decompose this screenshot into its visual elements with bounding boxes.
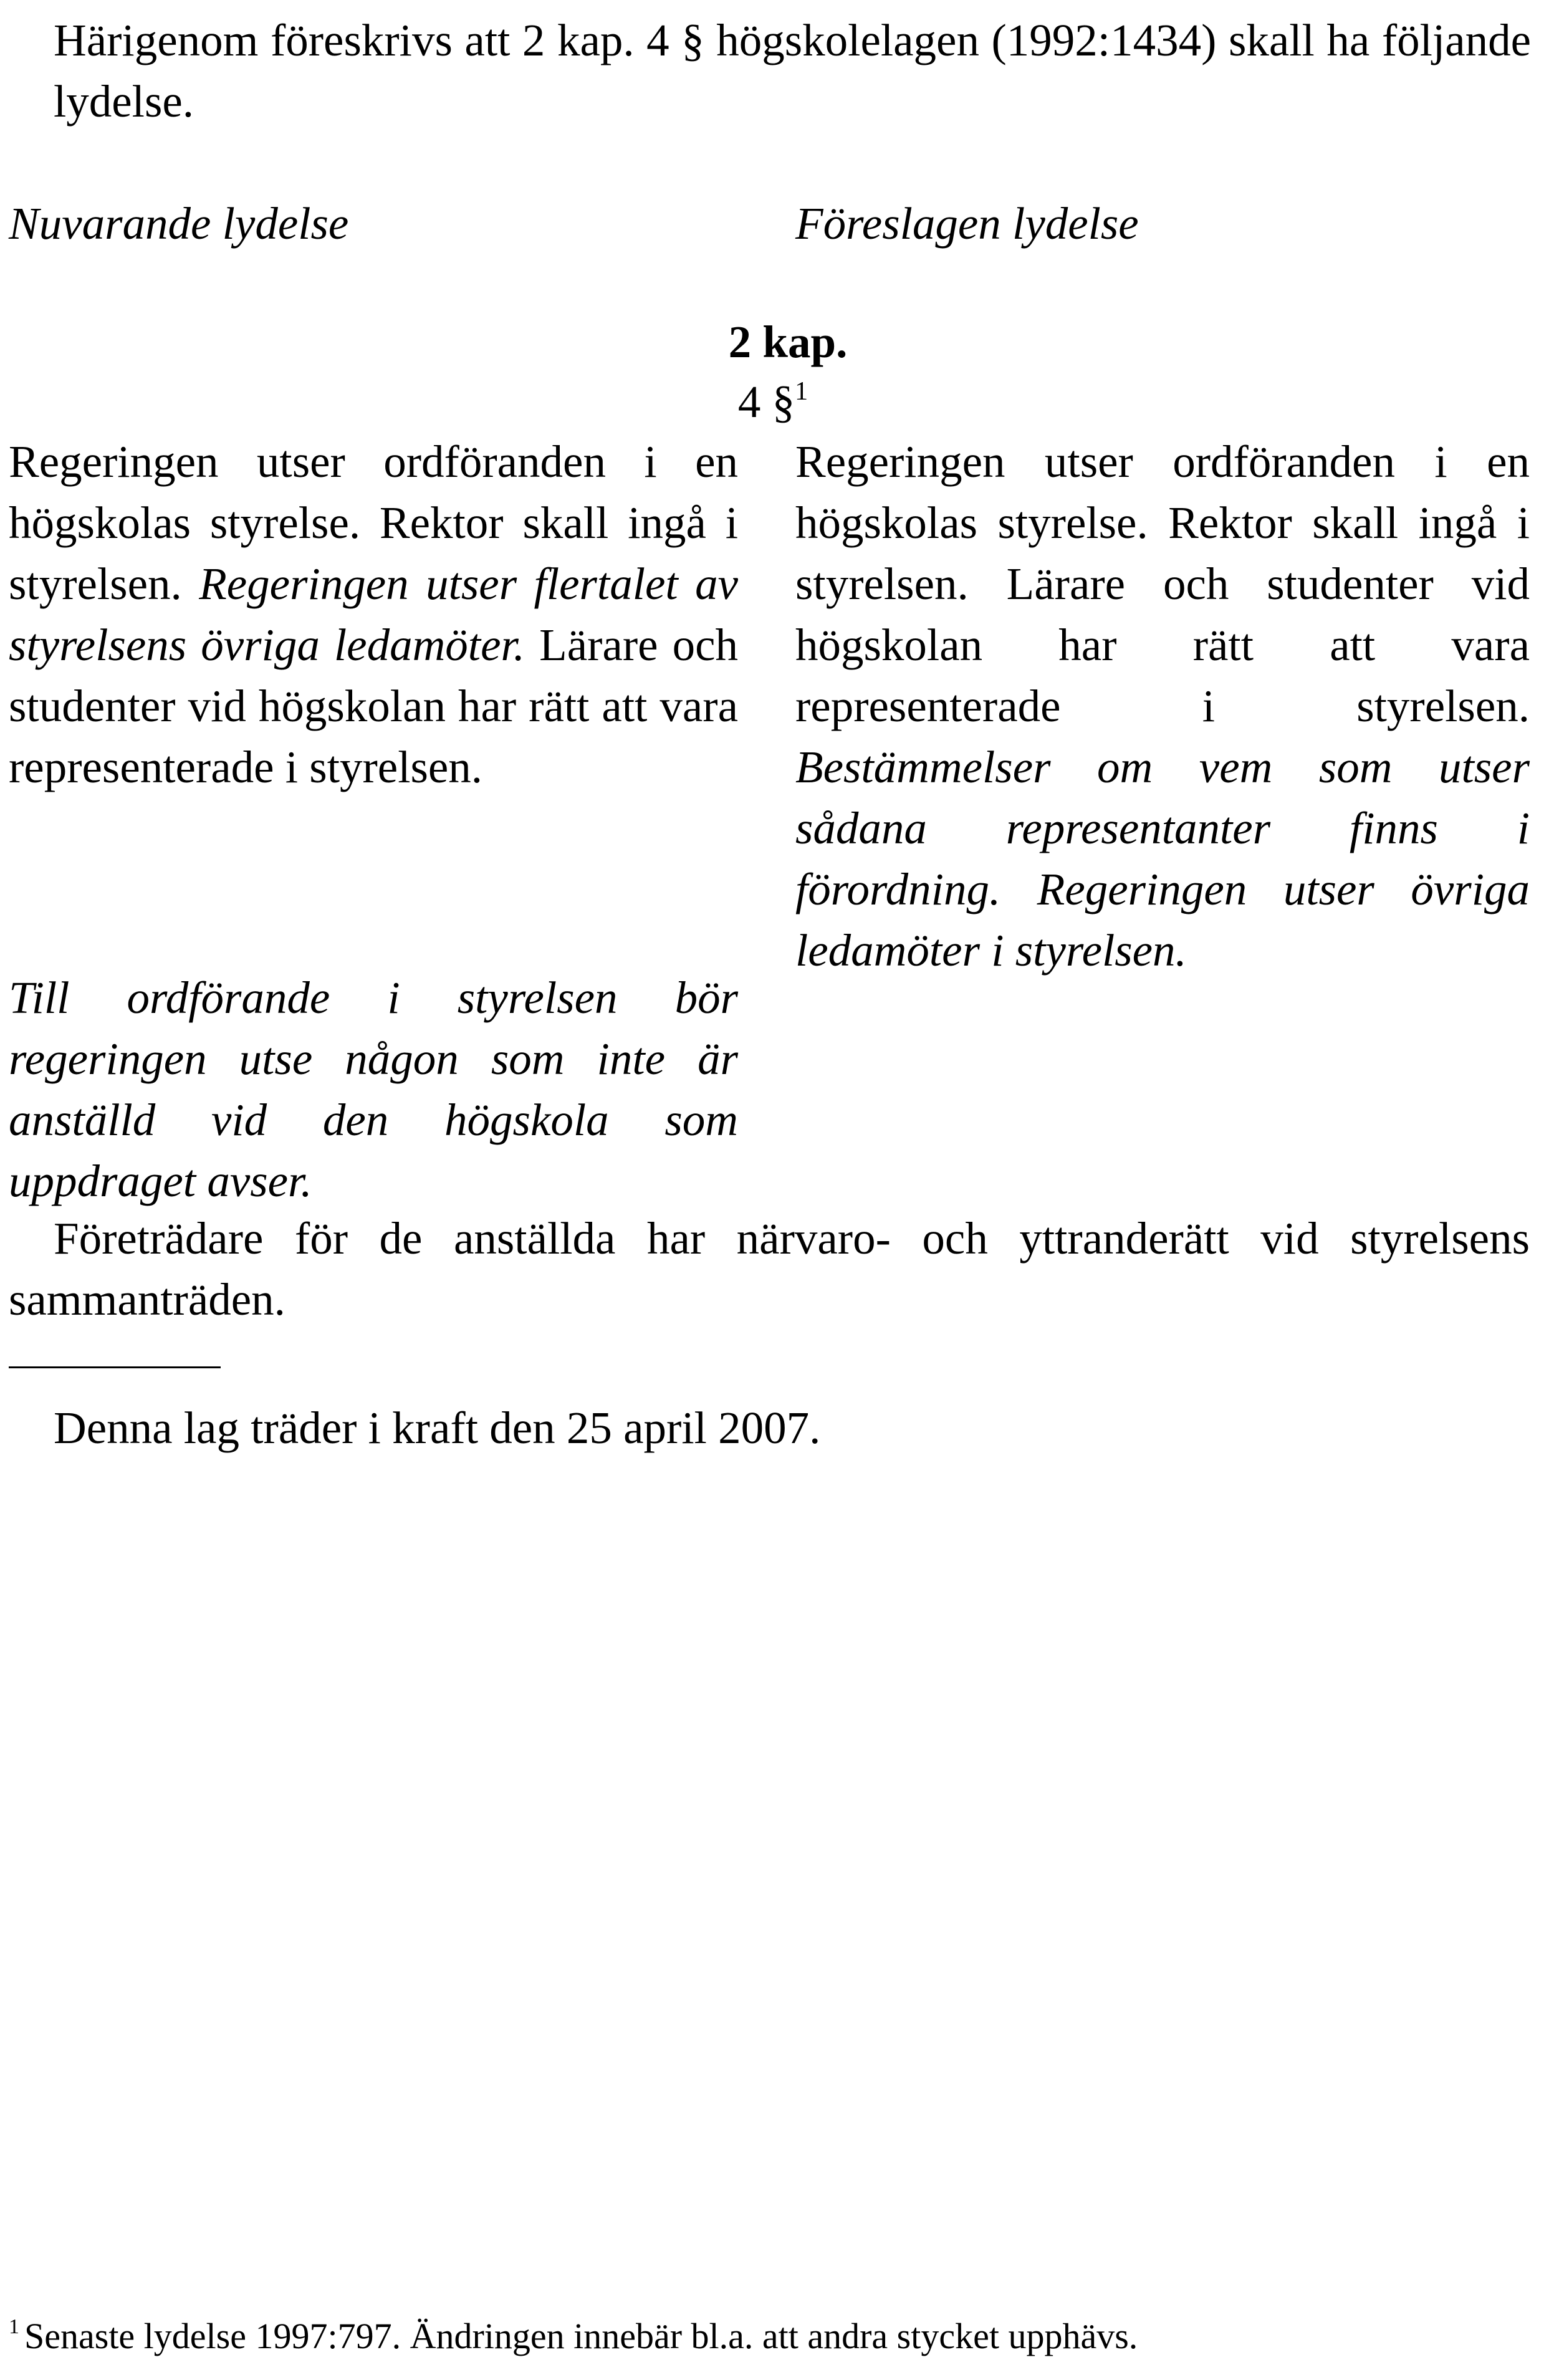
paragraph-label: 4 § [737, 377, 795, 427]
current-text-italic: Regeringen utser flertalet av styrelsens övriga ledamöter. [9, 559, 738, 670]
common-paragraph: Företrädare för de anställda har närvaro- och yttranderätt vid styrelsens sammanträden. [9, 1213, 1530, 1325]
current-text-normal: Regeringen utser ordföranden i en högskolas styrelse. Rektor skall ingå i styrelsen. [9, 436, 738, 609]
footnote-text: Senaste lydelse 1997:797. Ändringen innebär bl.a. att andra stycket upphävs. [24, 2316, 1138, 2356]
entry-into-force: Denna lag träder i kraft den 25 april 2007. [54, 1403, 821, 1453]
separator-rule [9, 1366, 221, 1368]
footnote-number: 1 [9, 2315, 19, 2338]
current-wording-paragraph-1 [9, 431, 738, 798]
intro-text: Härigenom föreskrivs att 2 kap. 4 § högskolelagen (1992:1434) skall ha följande lydelse. [54, 15, 1531, 127]
footnote-reference: 1 [795, 377, 808, 406]
current-wording-paragraph-2: Till ordförande i styrelsen bör regeringen utse någon som inte är anställd vid den högskola som uppdraget avser. [9, 972, 738, 1206]
paragraph-heading [711, 372, 835, 433]
proposed-wording-heading: Föreslagen lydelse [795, 198, 1139, 249]
chapter-heading: 2 kap. [728, 317, 848, 367]
footnote [9, 2311, 1138, 2361]
proposed-wording-paragraph-1 [795, 431, 1530, 981]
current-wording-heading: Nuvarande lydelse [9, 198, 349, 249]
proposed-text-italic: Bestämmelser om vem som utser sådana representanter finns i förordning. Regeringen utser övriga ledamöter i styrelsen. [795, 742, 1530, 976]
current-text-end: Lärare och studenter vid högskolan har rätt att vara representerade i styrelsen. [9, 620, 738, 792]
proposed-text-normal: Regeringen utser ordföranden i en högskolas styrelse. Rektor skall ingå i styrelsen. Lärare och studenter vid högskolan har rätt att vara representerade i styrelsen. [795, 436, 1530, 731]
